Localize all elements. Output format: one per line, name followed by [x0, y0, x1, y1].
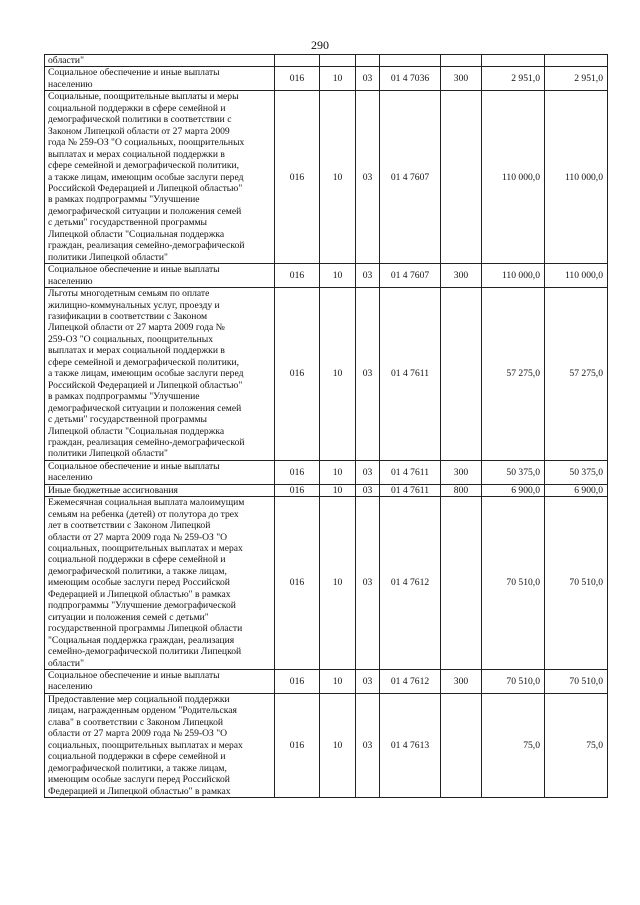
cell-amount-1: 75,0 [482, 693, 545, 797]
cell-section [320, 55, 356, 67]
cell-admin-code: 016 [275, 288, 320, 461]
cell-target-article: 01 4 7612 [380, 497, 441, 670]
table-row [45, 670, 608, 694]
table-row [45, 55, 608, 67]
budget-table [44, 54, 608, 798]
cell-subsection: 03 [356, 497, 380, 670]
cell-name: области" [45, 55, 275, 67]
table-row [45, 484, 608, 496]
cell-subsection: 03 [356, 670, 380, 694]
cell-section: 10 [320, 288, 356, 461]
cell-expense-type [441, 55, 482, 67]
cell-name: Социальное обеспечение и иные выплаты населению [45, 670, 275, 694]
cell-amount-2 [545, 55, 608, 67]
cell-expense-type: 800 [441, 484, 482, 496]
cell-name: Социальные, поощрительные выплаты и меры социальной поддержки в сфере семейной и демографической политики в соответствии с Законом Липецкой области от 27 марта 2009 года № 259-ОЗ "О социальных, поощрительных выплатах и мерах социальной поддержки в сфере семейной и демографической политики, а также лицам, имеющим особые заслуги перед Российской Федерацией и Липецкой областью" в рамках подпрограммы "Улучшение демографической ситуации и положения семей с детьми" государственной программы Липецкой области "Социальная поддержка граждан, реализация семейно-демографической политики Липецкой области" [45, 91, 275, 264]
cell-amount-1: 2 951,0 [482, 67, 545, 91]
cell-target-article: 01 4 7611 [380, 460, 441, 484]
table-row [45, 460, 608, 484]
cell-admin-code: 016 [275, 497, 320, 670]
cell-target-article [380, 55, 441, 67]
cell-admin-code: 016 [275, 460, 320, 484]
cell-section: 10 [320, 91, 356, 264]
cell-subsection [356, 55, 380, 67]
table-body [45, 55, 608, 798]
cell-target-article: 01 4 7607 [380, 264, 441, 288]
cell-section: 10 [320, 484, 356, 496]
cell-section: 10 [320, 460, 356, 484]
table-row [45, 91, 608, 264]
cell-expense-type: 300 [441, 460, 482, 484]
cell-target-article: 01 4 7612 [380, 670, 441, 694]
cell-name: Иные бюджетные ассигнования [45, 484, 275, 496]
cell-admin-code: 016 [275, 91, 320, 264]
cell-target-article: 01 4 7613 [380, 693, 441, 797]
cell-subsection: 03 [356, 288, 380, 461]
cell-expense-type: 300 [441, 67, 482, 91]
cell-amount-2: 6 900,0 [545, 484, 608, 496]
cell-subsection: 03 [356, 693, 380, 797]
cell-amount-1: 110 000,0 [482, 91, 545, 264]
cell-expense-type [441, 497, 482, 670]
cell-target-article: 01 4 7607 [380, 91, 441, 264]
cell-amount-2: 75,0 [545, 693, 608, 797]
cell-section: 10 [320, 67, 356, 91]
cell-name: Предоставление мер социальной поддержки лицам, награжденным орденом "Родительская слава" в соответствии с Законом Липецкой области от 27 марта 2009 года № 259-ОЗ "О социальных, поощрительных выплатах и мерах социальной поддержки в сфере семейной и демографической политики, а также лицам, имеющим особые заслуги перед Российской Федерацией и Липецкой областью" в рамках [45, 693, 275, 797]
table-row [45, 497, 608, 670]
cell-amount-1: 110 000,0 [482, 264, 545, 288]
cell-amount-1: 70 510,0 [482, 670, 545, 694]
cell-name: Социальное обеспечение и иные выплаты населению [45, 264, 275, 288]
cell-amount-1: 70 510,0 [482, 497, 545, 670]
cell-amount-2: 70 510,0 [545, 497, 608, 670]
cell-amount-2: 2 951,0 [545, 67, 608, 91]
table-row [45, 693, 608, 797]
cell-name: Ежемесячная социальная выплата малоимущим семьям на ребенка (детей) от полутора до трех лет в соответствии с Законом Липецкой области от 27 марта 2009 года № 259-ОЗ "О социальных, поощрительных выплатах и мерах социальной поддержки в сфере семейной и демографической политики, а также лицам, имеющим особые заслуги перед Российской Федерацией и Липецкой областью" в рамках подпрограммы "Улучшение демографической ситуации и положения семей с детьми" государственной программы Липецкой области "Социальная поддержка граждан, реализация семейно-демографической политики Липецкой области" [45, 497, 275, 670]
cell-amount-2: 50 375,0 [545, 460, 608, 484]
cell-name: Льготы многодетным семьям по оплате жилищно-коммунальных услуг, проезду и газификации в соответствии с Законом Липецкой области от 27 марта 2009 года № 259-ОЗ "О социальных, поощрительных выплатах и мерах социальной поддержки в сфере семейной и демографической политики, а также лицам, имеющим особые заслуги перед Российской Федерацией и Липецкой областью" в рамках подпрограммы "Улучшение демографической ситуации и положения семей с детьми" государственной программы Липецкой области "Социальная поддержка граждан, реализация семейно-демографической политики Липецкой области" [45, 288, 275, 461]
cell-amount-2: 57 275,0 [545, 288, 608, 461]
cell-amount-1: 50 375,0 [482, 460, 545, 484]
cell-subsection: 03 [356, 484, 380, 496]
table-row [45, 264, 608, 288]
cell-subsection: 03 [356, 91, 380, 264]
cell-subsection: 03 [356, 67, 380, 91]
cell-admin-code [275, 55, 320, 67]
cell-section: 10 [320, 670, 356, 694]
cell-expense-type [441, 288, 482, 461]
cell-amount-1 [482, 55, 545, 67]
cell-name: Социальное обеспечение и иные выплаты населению [45, 67, 275, 91]
cell-section: 10 [320, 693, 356, 797]
page-number: 290 [311, 38, 329, 52]
cell-expense-type [441, 91, 482, 264]
cell-expense-type [441, 693, 482, 797]
cell-expense-type: 300 [441, 670, 482, 694]
cell-name: Социальное обеспечение и иные выплаты населению [45, 460, 275, 484]
cell-section: 10 [320, 264, 356, 288]
cell-target-article: 01 4 7036 [380, 67, 441, 91]
cell-amount-2: 70 510,0 [545, 670, 608, 694]
cell-section: 10 [320, 497, 356, 670]
cell-admin-code: 016 [275, 67, 320, 91]
cell-amount-1: 6 900,0 [482, 484, 545, 496]
cell-admin-code: 016 [275, 693, 320, 797]
cell-subsection: 03 [356, 460, 380, 484]
table-row [45, 67, 608, 91]
cell-amount-1: 57 275,0 [482, 288, 545, 461]
cell-target-article: 01 4 7611 [380, 484, 441, 496]
cell-subsection: 03 [356, 264, 380, 288]
cell-admin-code: 016 [275, 484, 320, 496]
cell-amount-2: 110 000,0 [545, 264, 608, 288]
cell-expense-type: 300 [441, 264, 482, 288]
table-row [45, 288, 608, 461]
cell-admin-code: 016 [275, 670, 320, 694]
cell-target-article: 01 4 7611 [380, 288, 441, 461]
cell-admin-code: 016 [275, 264, 320, 288]
cell-amount-2: 110 000,0 [545, 91, 608, 264]
